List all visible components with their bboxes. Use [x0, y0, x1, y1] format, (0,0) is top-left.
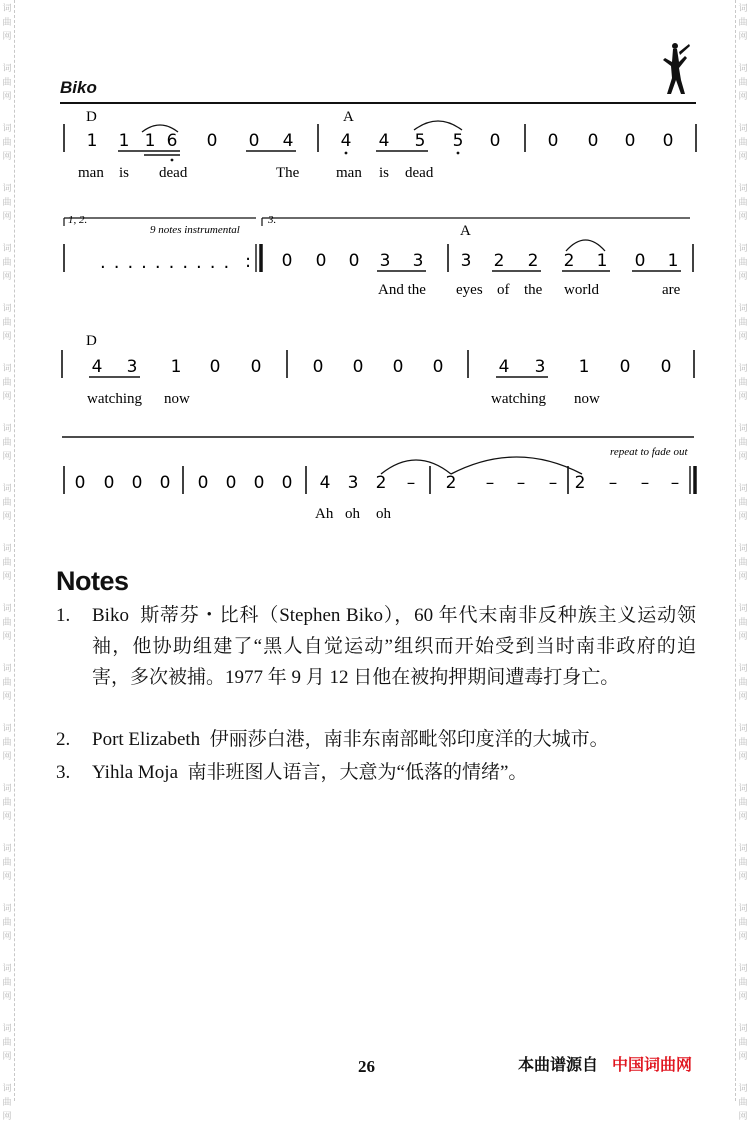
- score-note: 1: [118, 131, 130, 151]
- watermark-glyph: 网: [738, 572, 748, 582]
- watermark-glyph: 词: [2, 544, 12, 554]
- watermark-glyph: 词: [2, 364, 12, 374]
- watermark-glyph: 曲: [738, 858, 748, 868]
- watermark-glyph: 网: [738, 512, 748, 522]
- watermark-glyph: 网: [2, 1052, 12, 1062]
- watermark-glyph: 词: [2, 964, 12, 974]
- score-note: 1: [170, 357, 182, 377]
- watermark-glyph: 网: [2, 332, 12, 342]
- score-note: 0: [634, 251, 646, 271]
- watermark-glyph: 词: [738, 544, 748, 554]
- score-note: 0: [547, 131, 559, 151]
- score-note: 0: [281, 473, 293, 493]
- watermark-glyph: 网: [2, 932, 12, 942]
- watermark-glyph: 网: [2, 452, 12, 462]
- watermark-glyph: 曲: [738, 18, 748, 28]
- note-item-3: [56, 757, 696, 788]
- lyric-word: are: [662, 282, 681, 298]
- score-note: 0: [74, 473, 86, 493]
- score-note: 1: [667, 251, 679, 271]
- score-note: 6: [166, 131, 178, 151]
- score-note: –: [406, 473, 416, 493]
- watermark-glyph: 词: [738, 424, 748, 434]
- lyric-word: The: [276, 165, 300, 181]
- score-note: 2: [493, 251, 505, 271]
- score-note: 2: [574, 473, 586, 493]
- watermark-glyph: 网: [738, 692, 748, 702]
- watermark-glyph: 曲: [2, 798, 12, 808]
- score-note: 3: [460, 251, 472, 271]
- watermark-glyph: 词: [738, 244, 748, 254]
- watermark-glyph: 曲: [738, 918, 748, 928]
- lyric-word: eyes: [456, 282, 483, 298]
- note-term: Port Elizabeth: [92, 729, 201, 750]
- score-note: 1: [578, 357, 590, 377]
- score-note: 0: [225, 473, 237, 493]
- watermark-glyph: 网: [2, 752, 12, 762]
- watermark-glyph: 曲: [2, 438, 12, 448]
- watermark-glyph: 词: [2, 1024, 12, 1034]
- score-note: 3: [347, 473, 359, 493]
- score-note: 0: [281, 251, 293, 271]
- watermark-glyph: 词: [2, 484, 12, 494]
- watermark-glyph: 词: [2, 304, 12, 314]
- watermark-glyph: 网: [738, 452, 748, 462]
- watermark-glyph: 曲: [738, 798, 748, 808]
- watermark-glyph: 网: [2, 632, 12, 642]
- watermark-glyph: 曲: [738, 438, 748, 448]
- watermark-glyph: 网: [738, 872, 748, 882]
- watermark-glyph: 词: [738, 964, 748, 974]
- watermark-glyph: 网: [2, 272, 12, 282]
- octave-dot: [345, 152, 348, 155]
- watermark-glyph: 词: [2, 244, 12, 254]
- score-note: 4: [378, 131, 390, 151]
- lyric-word: now: [164, 391, 190, 407]
- watermark-glyph: 网: [2, 1112, 12, 1122]
- watermark-glyph: 曲: [738, 1038, 748, 1048]
- chord-symbol: A: [343, 109, 354, 125]
- watermark-glyph: 网: [2, 92, 12, 102]
- watermark-glyph: 曲: [2, 198, 12, 208]
- watermark-glyph: 词: [2, 784, 12, 794]
- watermark-glyph: 词: [2, 1084, 12, 1094]
- score-note: 1: [86, 131, 98, 151]
- watermark-glyph: 词: [2, 424, 12, 434]
- score-note: 0: [315, 251, 327, 271]
- watermark-glyph: 网: [738, 1052, 748, 1062]
- watermark-glyph: 网: [2, 872, 12, 882]
- watermark-glyph: 曲: [738, 378, 748, 388]
- watermark-glyph: 词: [738, 364, 748, 374]
- watermark-glyph: 曲: [2, 138, 12, 148]
- score-note: 1: [596, 251, 608, 271]
- score-note: –: [640, 473, 650, 493]
- watermark-glyph: 词: [738, 604, 748, 614]
- song-title: Biko: [60, 78, 97, 97]
- watermark-glyph: 词: [2, 724, 12, 734]
- score-note: 0: [206, 131, 218, 151]
- watermark-glyph: 词: [2, 844, 12, 854]
- watermark-glyph: 网: [2, 32, 12, 42]
- score-note: 2: [563, 251, 575, 271]
- chord-symbol: A: [460, 223, 471, 239]
- score-note: 0: [209, 357, 221, 377]
- chord-symbol: D: [86, 109, 97, 125]
- watermark-glyph: 词: [2, 604, 12, 614]
- lyric-word: And the: [378, 282, 426, 298]
- watermark-glyph: 曲: [738, 978, 748, 988]
- tie-arc: [451, 457, 582, 474]
- watermark-glyph: 词: [738, 724, 748, 734]
- watermark-glyph: 网: [2, 152, 12, 162]
- watermark-glyph: 曲: [2, 318, 12, 328]
- watermark-glyph: 曲: [738, 558, 748, 568]
- watermark-glyph: 词: [738, 124, 748, 134]
- chord-symbol: D: [86, 333, 97, 349]
- watermark-glyph: 网: [2, 812, 12, 822]
- score-note: 0: [662, 131, 674, 151]
- score-note: 2: [445, 473, 457, 493]
- watermark-glyph: 曲: [2, 858, 12, 868]
- source-site-link[interactable]: 中国词曲网: [612, 1055, 693, 1074]
- watermark-glyph: 网: [2, 692, 12, 702]
- note-number: 2.: [56, 729, 71, 750]
- lyric-word: is: [119, 165, 130, 181]
- watermark-glyph: 曲: [738, 78, 748, 88]
- score-note: 5: [452, 131, 464, 151]
- watermark-glyph: 网: [2, 992, 12, 1002]
- watermark-glyph: 曲: [738, 138, 748, 148]
- watermark-glyph: 网: [738, 32, 748, 42]
- watermark-glyph: 词: [2, 904, 12, 914]
- watermark-glyph: 曲: [2, 558, 12, 568]
- watermark-glyph: 曲: [738, 198, 748, 208]
- watermark-glyph: 网: [738, 92, 748, 102]
- score-note: –: [516, 473, 526, 493]
- watermark-glyph: 网: [2, 512, 12, 522]
- score-note: 5: [414, 131, 426, 151]
- watermark-glyph: 网: [738, 212, 748, 222]
- watermark-glyph: 网: [738, 992, 748, 1002]
- lyric-word: dead: [159, 165, 188, 181]
- watermark-glyph: 词: [738, 664, 748, 674]
- watermark-glyph: 曲: [2, 1038, 12, 1048]
- lyric-word: the: [524, 282, 543, 298]
- score-note: –: [670, 473, 680, 493]
- watermark-glyph: 网: [738, 932, 748, 942]
- watermark-glyph: 曲: [738, 498, 748, 508]
- lyric-word: oh: [345, 506, 360, 522]
- note-number: 3.: [56, 762, 71, 783]
- lyric-word: oh: [376, 506, 391, 522]
- score-note: 4: [340, 131, 352, 151]
- watermark-glyph: 曲: [2, 918, 12, 928]
- watermark-glyph: 曲: [2, 618, 12, 628]
- watermark-glyph: 词: [738, 64, 748, 74]
- score-note: 0: [587, 131, 599, 151]
- score-note: –: [608, 473, 618, 493]
- watermark-glyph: 曲: [2, 78, 12, 88]
- watermark-glyph: 网: [2, 212, 12, 222]
- score-note: 0: [348, 251, 360, 271]
- score-note: 0: [250, 357, 262, 377]
- watermark-glyph: 词: [738, 4, 748, 14]
- watermark-glyph: 词: [738, 904, 748, 914]
- watermark-glyph: 曲: [738, 258, 748, 268]
- watermark-glyph: 词: [2, 64, 12, 74]
- lyric-word: man: [78, 165, 104, 181]
- lyric-word: of: [497, 282, 510, 298]
- tie-arc: [414, 121, 462, 130]
- watermark-glyph: 曲: [738, 318, 748, 328]
- watermark-glyph: 曲: [2, 978, 12, 988]
- note-text: 伊丽莎白港，南非东南部毗邻印度洋的大城市。: [209, 729, 609, 750]
- watermark-glyph: 曲: [2, 18, 12, 28]
- instrumental-dots: ..........: [100, 252, 238, 273]
- watermark-glyph: 网: [738, 392, 748, 402]
- score-note: 2: [375, 473, 387, 493]
- source-prefix: 本曲谱源自: [518, 1055, 599, 1074]
- watermark-glyph: 词: [738, 304, 748, 314]
- watermark-glyph: 曲: [2, 1098, 12, 1108]
- score-note: 0: [248, 131, 260, 151]
- lyric-word: watching: [87, 391, 142, 407]
- lyric-word: is: [379, 165, 390, 181]
- score-note: 0: [432, 357, 444, 377]
- note-number: 1.: [56, 605, 71, 626]
- watermark-glyph: 曲: [2, 738, 12, 748]
- tie-arc: [566, 240, 605, 251]
- score-note: 0: [392, 357, 404, 377]
- watermark-glyph: 词: [738, 1084, 748, 1094]
- fade-note: repeat to fade out: [610, 446, 688, 458]
- lyric-word: now: [574, 391, 600, 407]
- score-note: –: [485, 473, 495, 493]
- watermark-glyph: 词: [738, 844, 748, 854]
- watermark-glyph: 词: [2, 664, 12, 674]
- score-note: 0: [131, 473, 143, 493]
- score-note: 3: [534, 357, 546, 377]
- note-text: 南非班图人语言，大意为“低落的情绪”。: [187, 762, 528, 783]
- watermark-glyph: 曲: [738, 1098, 748, 1108]
- watermark-glyph: 词: [2, 124, 12, 134]
- watermark-glyph: 词: [738, 184, 748, 194]
- score-note: 1: [144, 131, 156, 151]
- note-text: 斯蒂芬・比科（Stephen Biko），60 年代末南非反种族主义运动领袖，他协助组建了“黑人自觉运动”组织而开始受到当时南非政府的迫害，多次被捕。1977 年 9 月 12 日他在被拘押期间遭毒打身亡。: [92, 605, 697, 688]
- score-note: 0: [159, 473, 171, 493]
- note-term: Yihla Moja: [92, 762, 179, 783]
- volta-note: 9 notes instrumental: [150, 224, 240, 236]
- watermark-glyph: 词: [2, 184, 12, 194]
- watermark-glyph: 曲: [738, 618, 748, 628]
- repeat-dots: :: [245, 251, 252, 272]
- score-note: 4: [498, 357, 510, 377]
- volta-label: 1, 2.: [68, 214, 88, 226]
- lyric-word: Ah: [315, 506, 334, 522]
- watermark-glyph: 曲: [2, 498, 12, 508]
- score-note: 0: [103, 473, 115, 493]
- score-note: 4: [91, 357, 103, 377]
- note-item-2: [56, 724, 696, 755]
- score-note: 0: [619, 357, 631, 377]
- score-note: 0: [312, 357, 324, 377]
- lyric-word: man: [336, 165, 362, 181]
- watermark-glyph: 词: [738, 784, 748, 794]
- score-svg: [0, 0, 750, 540]
- watermark-glyph: 词: [738, 484, 748, 494]
- watermark-glyph: 网: [738, 812, 748, 822]
- watermark-glyph: 曲: [2, 258, 12, 268]
- watermark-glyph: 网: [738, 332, 748, 342]
- score-note: 0: [352, 357, 364, 377]
- octave-dot: [457, 152, 460, 155]
- lyric-word: watching: [491, 391, 546, 407]
- notes-heading: Notes: [56, 566, 129, 596]
- watermark-glyph: 曲: [2, 678, 12, 688]
- watermark-glyph: 曲: [2, 378, 12, 388]
- score-note: 0: [660, 357, 672, 377]
- watermark-glyph: 网: [738, 152, 748, 162]
- source-credit[interactable]: [518, 1052, 692, 1075]
- lyric-word: world: [564, 282, 599, 298]
- score-note: 3: [126, 357, 138, 377]
- note-term: Biko: [92, 605, 129, 626]
- score-note: 0: [624, 131, 636, 151]
- score-note: 0: [253, 473, 265, 493]
- watermark-glyph: 网: [738, 272, 748, 282]
- score-note: 3: [379, 251, 391, 271]
- lyric-word: dead: [405, 165, 434, 181]
- watermark-glyph: 网: [738, 632, 748, 642]
- watermark-glyph: 网: [738, 1112, 748, 1122]
- score-note: –: [548, 473, 558, 493]
- watermark-glyph: 网: [738, 752, 748, 762]
- score-note: 0: [197, 473, 209, 493]
- watermark-glyph: 曲: [738, 678, 748, 688]
- page-number: 26: [358, 1057, 375, 1076]
- score-note: 2: [527, 251, 539, 271]
- watermark-glyph: 曲: [738, 738, 748, 748]
- watermark-glyph: 词: [2, 4, 12, 14]
- watermark-glyph: 网: [2, 572, 12, 582]
- octave-dot: [171, 159, 174, 162]
- watermark-glyph: 网: [2, 392, 12, 402]
- volta-label: 3.: [268, 214, 277, 226]
- watermark-glyph: 词: [738, 1024, 748, 1034]
- score-note: 3: [412, 251, 424, 271]
- score-note: 0: [489, 131, 501, 151]
- score-note: 4: [282, 131, 294, 151]
- score-note: 4: [319, 473, 331, 493]
- note-item-1: [56, 600, 696, 693]
- tie-arc: [381, 460, 451, 474]
